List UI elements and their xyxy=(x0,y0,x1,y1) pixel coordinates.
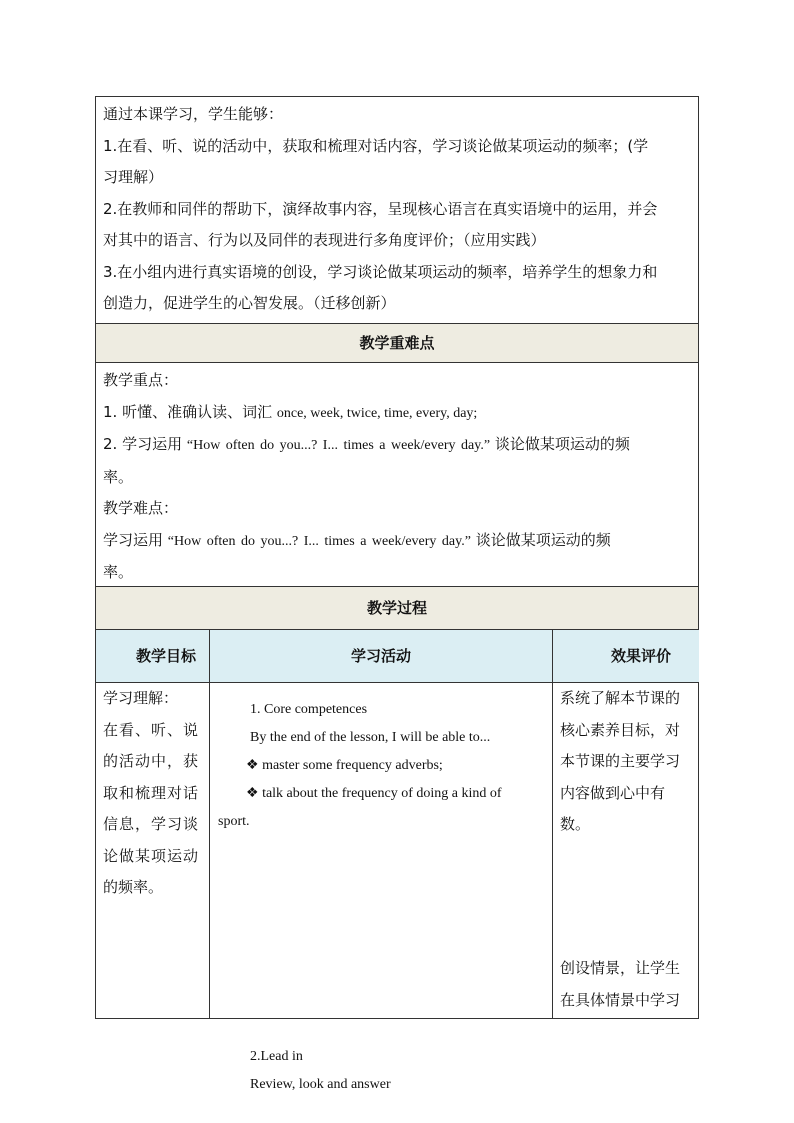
diamond-bullet-icon: ❖ xyxy=(246,786,259,801)
eval-line: 核心素养目标，对 xyxy=(560,720,681,739)
eval-line: 系统了解本节课的 xyxy=(560,689,681,707)
objective-line: 1.在看、听、说的活动中，获取和梳理对话内容，学习谈论做某项运动的频率；(学 xyxy=(103,136,649,155)
eval-line: 数。 xyxy=(560,815,591,833)
eval-line: 内容做到心中有 xyxy=(560,783,666,802)
goal-line: 论做某项运动 xyxy=(103,846,200,865)
process-heading: 教学过程 xyxy=(96,587,698,629)
goal-line: 取和梳理对话 xyxy=(103,783,200,802)
goal-line: 学习理解： xyxy=(103,689,179,707)
goal-line: 信息，学习谈 xyxy=(103,815,200,833)
process-table xyxy=(96,630,698,1092)
objective-line: 创造力，促进学生的心智发展。（迁移创新） xyxy=(103,294,396,312)
col-header-goal: 教学目标 xyxy=(96,630,209,682)
activity-1-bullet: ❖ master some frequency adverbs; xyxy=(246,758,443,773)
activity-1-bullet: ❖ talk about the frequency of doing a kind of xyxy=(246,786,502,801)
focus-label: 教学重点： xyxy=(103,371,179,389)
activity-1-cont: sport. xyxy=(218,814,250,829)
eval-line: 创设情景，让学生 xyxy=(560,959,681,977)
objective-line: 对其中的语言、行为以及同伴的表现进行多角度评价；（应用实践） xyxy=(103,231,546,249)
focus-item-2: 2. 学习运用 “How often do you...? I... times a week/every day.” 谈论做某项运动的频 xyxy=(103,435,630,453)
eval-line: 在具体情景中学习 xyxy=(560,990,681,1009)
difficulty-item-end: 率。 xyxy=(103,563,134,581)
objective-line: 习理解） xyxy=(103,168,164,186)
goal-line: 的频率。 xyxy=(103,878,164,896)
activity-2-line: Review, look and answer xyxy=(250,1077,391,1092)
difficulty-item: 学习运用 “How often do you...? I... times a week/every day.” 谈论做某项运动的频 xyxy=(103,530,611,549)
goal-line: 在看、听、说 xyxy=(103,720,200,739)
objective-line: 2.在教师和同伴的帮助下，演绎故事内容，呈现核心语言在真实语境中的运用，并会 xyxy=(103,199,658,218)
eval-cell-2 xyxy=(560,953,696,1016)
activity-1-title: 1. Core competences xyxy=(250,702,368,717)
activity-1-intro: By the end of the lesson, I will be able to... xyxy=(250,730,491,745)
difficulty-label: 教学难点： xyxy=(103,499,179,517)
objective-line: 3.在小组内进行真实语境的创设，学习谈论做某项运动的频率，培养学生的想象力和 xyxy=(103,262,658,281)
objectives-section xyxy=(103,99,693,320)
lesson-plan-table xyxy=(95,96,699,1092)
activity-2 xyxy=(250,1043,540,1099)
goal-cell xyxy=(103,683,207,904)
key-points-section xyxy=(103,365,693,589)
col-header-eval: 效果评价 xyxy=(553,630,699,682)
goal-line: 的活动中，获 xyxy=(103,752,200,770)
focus-item-2-end: 率。 xyxy=(103,467,134,486)
focus-item-1: 1. 听懂、准确认读、词汇 once, week, twice, time, every, day; xyxy=(103,402,478,421)
objectives-intro: 通过本课学习，学生能够： xyxy=(103,105,284,123)
activity-2-title: 2.Lead in xyxy=(250,1049,303,1064)
eval-line: 本节课的主要学习 xyxy=(560,752,681,770)
key-points-heading: 教学重难点 xyxy=(96,324,698,362)
eval-cell-1 xyxy=(560,683,696,841)
col-header-activity: 学习活动 xyxy=(210,630,552,682)
diamond-bullet-icon: ❖ xyxy=(246,758,259,773)
activity-cell xyxy=(218,696,544,836)
